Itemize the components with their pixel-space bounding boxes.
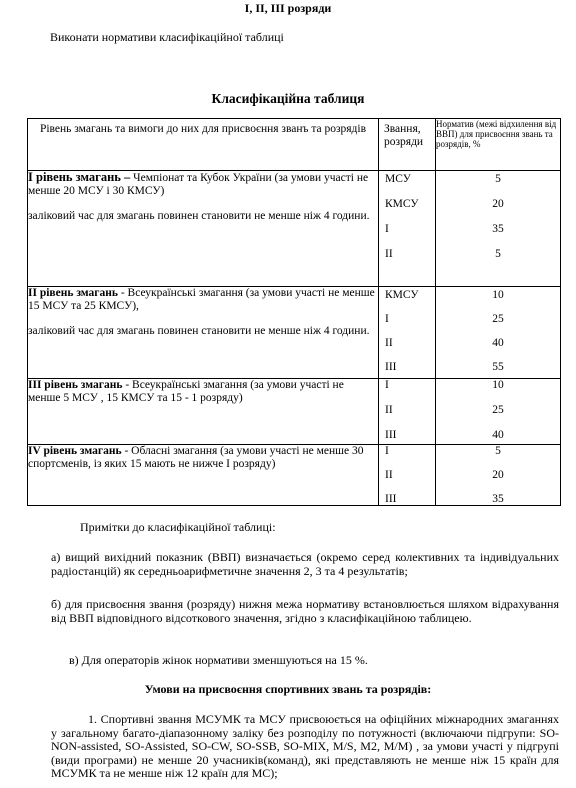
- rank-label: І: [385, 445, 389, 457]
- header-levels: Рівень змагань та вимоги до них для присвоєння званъ та розрядів: [28, 119, 379, 171]
- classification-table: [27, 118, 561, 506]
- norm-value: 40: [492, 337, 504, 349]
- norm-value: 5: [495, 445, 501, 457]
- rank-label: ІІ: [385, 248, 393, 260]
- rank-label: КМСУ: [385, 289, 419, 301]
- rank-label: ІІІ: [385, 429, 397, 441]
- level-cell: [28, 287, 379, 379]
- note-a: а) вищий вихідний показник (ВВП) визначається (окремо серед колективних та індивідуальних радіостанцій) як середньоарифметичне значення 2, 3 та 4 результатів;: [51, 550, 559, 578]
- norms-cell: [436, 171, 561, 287]
- conditions-item-1: 1. Спортивні звання МСУМК та МСУ присвоюється на офіційних міжнародних змаганнях у загальному багато-діапазонному заліку без розподілу по потужності (включаючи підгрупи: SO-NON-assisted, SO-Assisted, SO-CW, SO-SSB, SO-MIX, M/S, M2, M/M) , за умови участі у підгрупі (види програми) не менше 20 учасників(команд), які представляють не менше ніж 15 країн для МСУМК та не менше ніж 12 країн для МС);: [51, 712, 559, 780]
- ranks-cell: [379, 171, 436, 287]
- table-row: [28, 287, 561, 379]
- norm-value: 5: [495, 173, 501, 185]
- norm-value: 35: [492, 493, 504, 505]
- ranks-cell: [379, 287, 436, 379]
- ranks-cell: [379, 445, 436, 506]
- table-header-row: [28, 119, 561, 171]
- table-row: [28, 445, 561, 506]
- norm-value: 55: [492, 361, 504, 373]
- table-title: Класифікаційна таблиця: [211, 91, 365, 106]
- norm-value: 25: [492, 313, 504, 325]
- header-norms: Норматив (межі відхилення від ВВП) для присвоєння звань та розрядів, %: [436, 119, 561, 171]
- norm-value: 40: [492, 429, 504, 441]
- level-name: ІІІ рівень змагань: [28, 379, 123, 391]
- header-ranks: Звання, розряди: [379, 119, 436, 171]
- level-name: І рівень змагань –: [28, 170, 131, 184]
- ranks-cell: [379, 379, 436, 445]
- level-desc: - Всеукраїнські змагання (за умови участі не менше 5 МСУ , 15 КМСУ та 15 - 1 розряду): [28, 379, 344, 404]
- level-extra: заліковий час для змагань повинен становити не менше ніж 4 години.: [28, 325, 370, 337]
- notes-title: Примітки до класифікаційної таблиці:: [80, 520, 276, 534]
- level-name: ІV рівень змагань: [28, 445, 122, 457]
- level-cell: [28, 171, 379, 287]
- level-desc: Чемпіонат та Кубок України (за умови участі не менше 20 МСУ і 30 КМСУ): [28, 172, 369, 197]
- rank-label: КМСУ: [385, 198, 419, 210]
- norm-value: 20: [492, 469, 504, 481]
- note-c: в) Для операторів жінок нормативи зменшуються на 15 %.: [69, 653, 368, 667]
- rank-label: ІІІ: [385, 493, 397, 505]
- level-cell: [28, 445, 379, 506]
- rank-label: І: [385, 313, 389, 325]
- note-b: б) для присвоєння звання (розряду) нижня межа нормативу встановлюється шляхом відрахування від ВВП відповідного відсоткового значення, згідно з класифікаційною таблицею.: [51, 597, 559, 625]
- norms-cell: [436, 379, 561, 445]
- level-name: ІІ рівень змагань: [28, 287, 118, 299]
- rank-label: І: [385, 223, 389, 235]
- rank-label: ІІІ: [385, 361, 397, 373]
- level-cell: [28, 379, 379, 445]
- rank-label: ІІ: [385, 337, 393, 349]
- rank-label: І: [385, 379, 389, 391]
- norm-value: 25: [492, 404, 504, 416]
- norm-value: 20: [492, 198, 504, 210]
- table-row: [28, 171, 561, 287]
- norms-cell: [436, 287, 561, 379]
- rank-label: МСУ: [385, 173, 411, 185]
- page-heading: І, ІІ, ІІІ розряди: [244, 1, 332, 15]
- level-desc: - Всеукраїнські змагання (за умови участі не менше 15 МСУ та 25 КМСУ),: [28, 287, 375, 312]
- norm-value: 10: [492, 379, 504, 391]
- norm-value: 35: [492, 223, 504, 235]
- norm-value: 5: [495, 248, 501, 260]
- rank-label: ІІ: [385, 469, 393, 481]
- conditions-title: Умови на присвоєння спортивних звань та розрядів:: [144, 682, 432, 696]
- rank-label: ІІ: [385, 404, 393, 416]
- norm-value: 10: [492, 289, 504, 301]
- table-row: [28, 379, 561, 445]
- norms-cell: [436, 445, 561, 506]
- level-desc: - Обласні змагання (за умови участі не менше 30 спортсменів, із яких 15 мають не нижче І розряду): [28, 445, 364, 470]
- intro-text: Виконати нормативи класифікаційної таблиці: [50, 30, 284, 44]
- level-extra: заліковий час для змагань повинен становити не менше ніж 4 години.: [28, 210, 370, 222]
